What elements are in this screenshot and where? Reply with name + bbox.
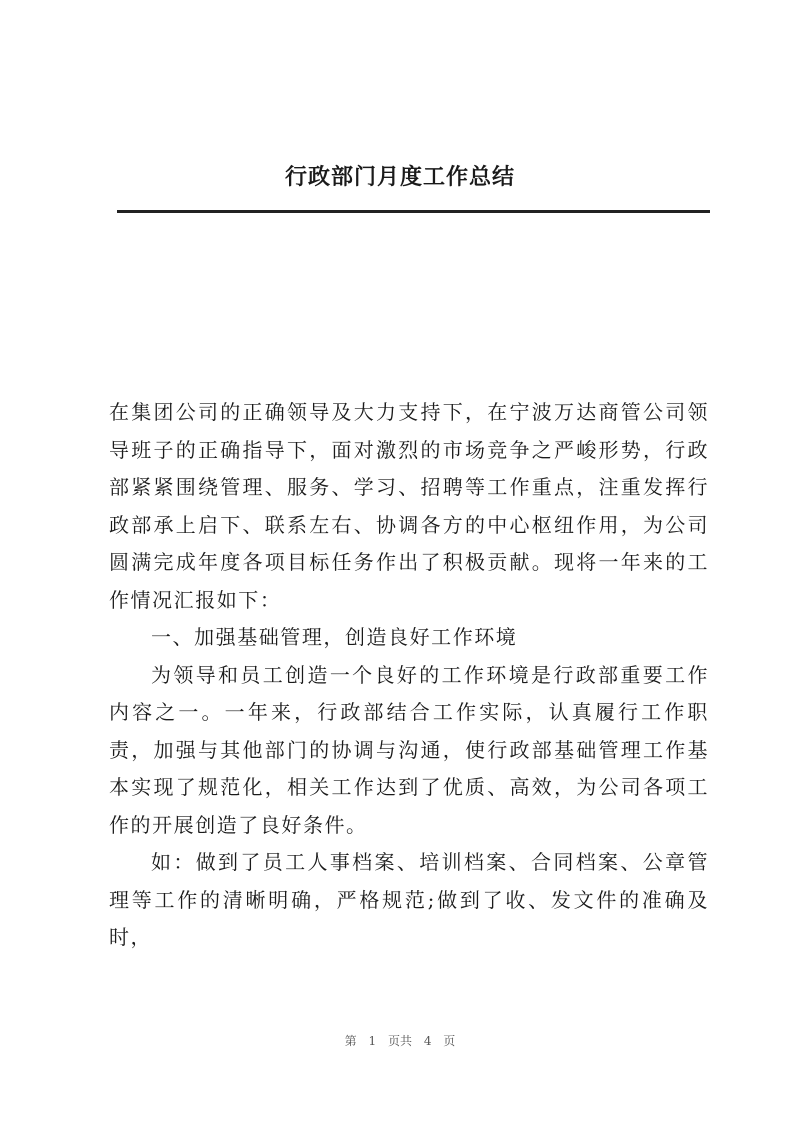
document-body	[109, 394, 709, 957]
page-label-middle: 页共	[387, 1034, 412, 1048]
body-paragraph: 如：做到了员工人事档案、培训档案、合同档案、公章管理等工作的清晰明确，严格规范;做到了收、发文件的准确及时，	[109, 850, 709, 949]
intro-paragraph: 在集团公司的正确领导及大力支持下，在宁波万达商管公司领导班子的正确指导下，面对激烈的市场竞争之严峻形势，行政部紧紧围绕管理、服务、学习、招聘等工作重点，注重发挥行政部承上启下、联系左右、协调各方的中心枢纽作用，为公司圆满完成年度各项目标任务作出了积极贡献。现将一年来的工作情况汇报如下：	[109, 400, 709, 612]
page-number-footer	[0, 1032, 800, 1049]
body-paragraph: 为领导和员工创造一个良好的工作环境是行政部重要工作内容之一。一年来，行政部结合工作实际，认真履行工作职责，加强与其他部门的协调与沟通，使行政部基础管理工作基本实现了规范化，相关工作达到了优质、高效，为公司各项工作的开展创造了良好条件。	[109, 662, 709, 837]
section-heading: 一、加强基础管理，创造良好工作环境	[151, 625, 518, 649]
current-page-number: 1	[368, 1034, 377, 1048]
page-label-prefix: 第	[344, 1034, 357, 1048]
title-divider	[117, 210, 710, 213]
document-title: 行政部门月度工作总结	[284, 165, 515, 190]
page-label-suffix: 页	[443, 1034, 456, 1048]
total-pages-number: 4	[423, 1034, 432, 1048]
